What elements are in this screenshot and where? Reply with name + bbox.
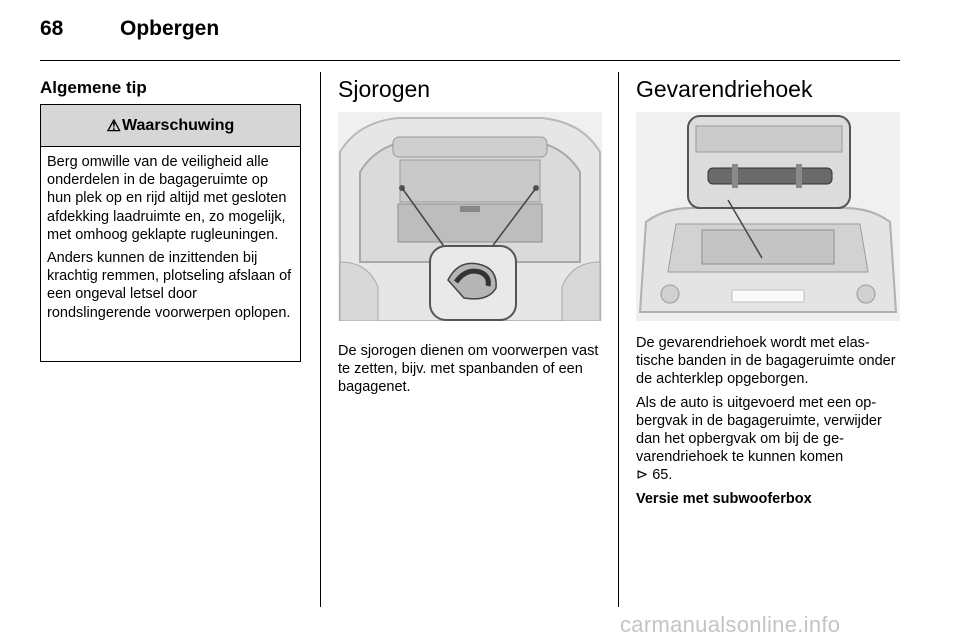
warning-paragraph: Berg omwille van de veiligheid alle onderdelen in de bagageruimte op hun plek op en rijd altijd met gesloten afdekking laadruimte en, zo mogelijk, met omhoog geklapte rugleuningen. [47, 154, 287, 243]
column-divider [320, 72, 321, 607]
general-tip-heading: Algemene tip [40, 78, 147, 97]
warning-triangle-heading: Gevarendriehoek [636, 76, 813, 102]
lashing-eyes-text: De sjorogen dienen om voorwerpen vast te zetten, bijv. met spanbanden of een bagagenet. [338, 343, 599, 396]
lashing-eyes-figure [338, 112, 602, 321]
subwoofer-version-heading: Versie met subwooferbox [636, 490, 812, 507]
warning-body [41, 147, 300, 322]
warning-triangle-text [636, 334, 902, 513]
lashing-eyes-illustration [338, 112, 602, 321]
header-rule [40, 60, 900, 61]
warning-triangle-paragraph: Als de auto is uitgevoerd met een opbergvak in de bagageruimte, verwijder dan het opbergvak om bij de gevarendriehoek te kunnen komen ⊳ 65. [636, 394, 882, 484]
page-title: Opbergen [120, 17, 220, 40]
reference-arrow-icon: ⊳ [636, 467, 649, 484]
warning-triangle-paragraph: De gevarendriehoek wordt met elastische banden in de bagageruimte onder de achterklep opgeborgen. [636, 335, 896, 388]
watermark: carmanualsonline.info [620, 612, 841, 637]
warning-triangle-figure [636, 112, 900, 321]
column-divider [618, 72, 619, 607]
lashing-eyes-heading: Sjorogen [338, 76, 431, 102]
warning-box [40, 104, 301, 362]
warning-paragraph: Anders kunnen de inzittenden bij krachtig remmen, plotseling afslaan of een ongeval letsel door rondslingerende voorwerpen oplopen. [47, 250, 292, 321]
warning-triangle-icon: ⚠ [106, 117, 122, 135]
page-number: 68 [40, 17, 64, 40]
warning-triangle-illustration [636, 112, 900, 321]
warning-header [41, 105, 300, 147]
warning-title: Waarschuwing [122, 116, 235, 134]
cross-reference-page: 65. [652, 467, 673, 484]
